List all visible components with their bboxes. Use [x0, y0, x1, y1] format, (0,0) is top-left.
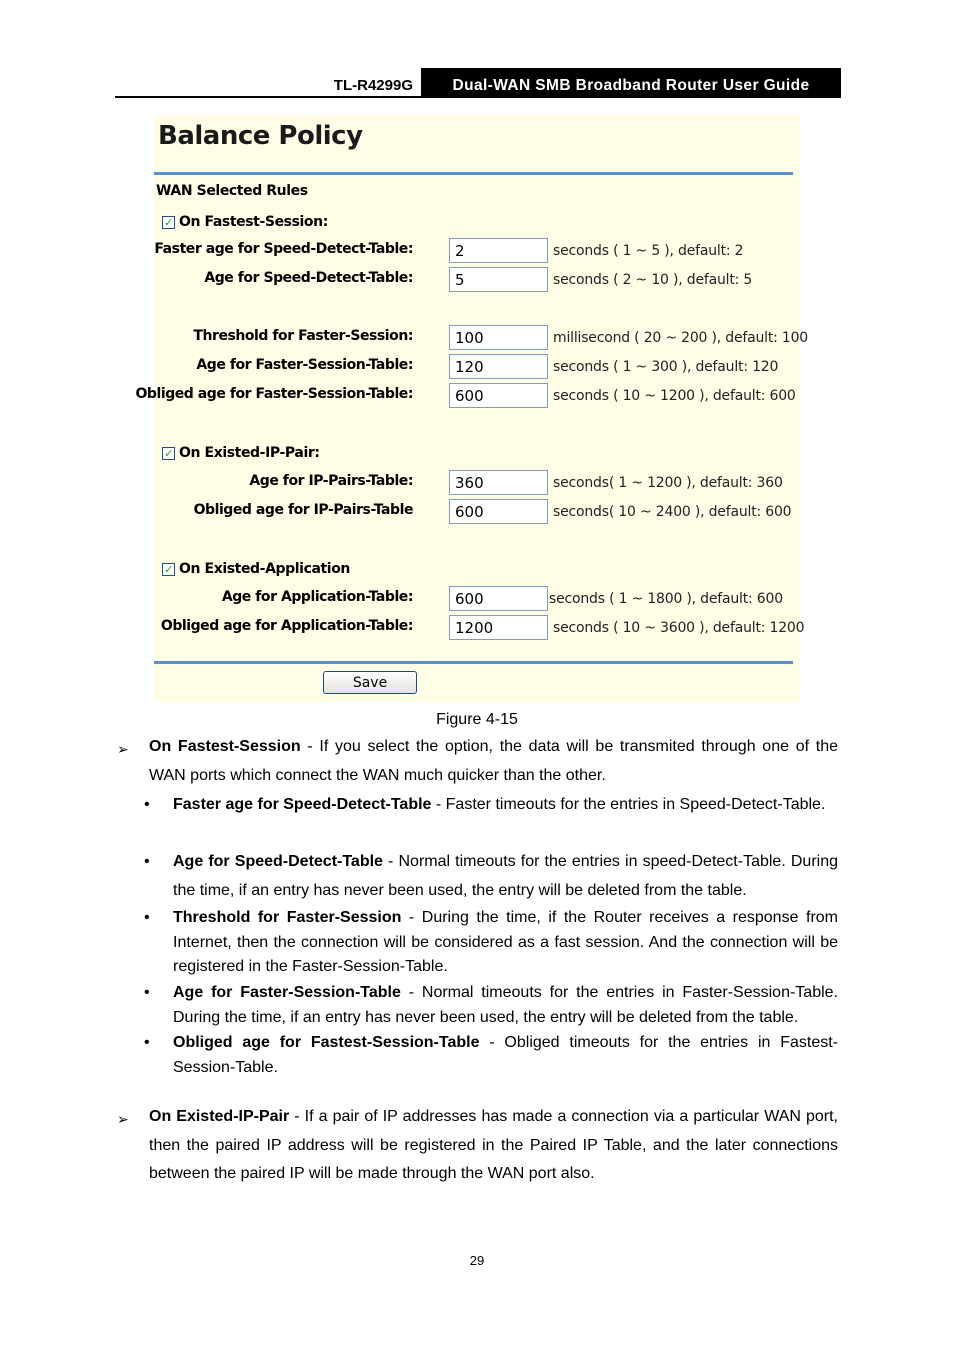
checkbox-check-icon[interactable]: ✓: [162, 216, 175, 229]
term: Faster age for Speed-Detect-Table: [173, 796, 432, 813]
obliged-age-application-input[interactable]: 1200: [449, 615, 548, 640]
description: - If a pair of IP addresses has made a connection via a particular WAN port, then the paired IP address will be registered in the Paired IP Table, and the later connections between the paired IP will be made through the WAN port also.: [149, 1108, 839, 1182]
checkbox-check-icon[interactable]: ✓: [162, 563, 175, 576]
item-age-faster-session: [173, 981, 838, 1030]
term: On Existed-IP-Pair: [149, 1108, 290, 1125]
item-faster-age-speed-detect: [173, 791, 838, 820]
obliged-age-faster-session-label: Obliged age for Faster-Session-Table:: [135, 386, 413, 402]
bullet-icon: •: [144, 853, 150, 870]
fastest-session-checkbox[interactable]: [162, 214, 328, 230]
description: - If you select the option, the data will be transmited through one of the WAN ports which connect the WAN much quicker than the other.: [149, 738, 838, 784]
bottom-divider: [154, 661, 793, 664]
checkbox-check-icon[interactable]: ✓: [162, 447, 175, 460]
term: Threshold for Faster-Session: [173, 909, 402, 926]
obliged-age-application-label: Obliged age for Application-Table:: [160, 618, 413, 634]
age-application-label: Age for Application-Table:: [221, 589, 413, 605]
obliged-age-faster-session-input[interactable]: 600: [449, 383, 548, 408]
obliged-age-ip-pairs-hint: seconds( 10 ~ 2400 ), default: 600: [553, 504, 792, 520]
age-speed-detect-hint: seconds ( 2 ~ 10 ), default: 5: [553, 272, 753, 288]
term: On Fastest-Session: [149, 738, 301, 755]
item-obliged-age-fastest-session: [173, 1031, 838, 1080]
threshold-faster-session-input[interactable]: 100: [449, 325, 548, 350]
faster-age-speed-detect-hint: seconds ( 1 ~ 5 ), default: 2: [553, 243, 744, 259]
age-faster-session-label: Age for Faster-Session-Table:: [196, 357, 413, 373]
paragraph-fastest-session: [149, 733, 838, 790]
obliged-age-ip-pairs-label: Obliged age for IP-Pairs-Table: [193, 502, 413, 518]
description: - Obliged timeouts for the entries in Fastest-Session-Table.: [173, 1034, 839, 1076]
existed-application-label: On Existed-Application: [179, 561, 350, 577]
save-button[interactable]: Save: [323, 671, 417, 694]
description: - Faster timeouts for the entries in Speed-Detect-Table.: [431, 796, 826, 813]
arrow-bullet-icon: ➢: [117, 1111, 129, 1127]
panel-title: Balance Policy: [158, 121, 363, 151]
balance-policy-panel: [135, 115, 809, 702]
age-speed-detect-label: Age for Speed-Detect-Table:: [204, 270, 413, 286]
figure-caption: Figure 4-15: [436, 711, 518, 728]
bullet-icon: •: [144, 984, 150, 1001]
bullet-icon: •: [144, 1034, 150, 1051]
threshold-faster-session-hint: millisecond ( 20 ~ 200 ), default: 100: [553, 330, 809, 346]
description: - Normal timeouts for the entries in speed-Detect-Table. During the time, if an entry has never been used, the entry will be deleted from the table.: [173, 853, 839, 899]
fastest-session-label: On Fastest-Session:: [179, 214, 328, 230]
age-faster-session-input[interactable]: 120: [449, 354, 548, 379]
header-model: TL-R4299G: [333, 77, 413, 94]
description: - During the time, if the Router receives a response from Internet, then the connection will be considered as a fast session. And the connection will be registered in the Faster-Session-Table.: [173, 909, 838, 975]
existed-ip-pair-checkbox[interactable]: [162, 445, 320, 461]
item-age-speed-detect: [173, 848, 838, 905]
description: - Normal timeouts for the entries in Faster-Session-Table. During the time, if an entry has never been used, the entry will be deleted from the table.: [173, 984, 838, 1026]
header-rule: [115, 96, 841, 98]
age-faster-session-hint: seconds ( 1 ~ 300 ), default: 120: [553, 359, 779, 375]
page-number: 29: [469, 1253, 485, 1268]
arrow-bullet-icon: ➢: [117, 741, 129, 757]
obliged-age-faster-session-hint: seconds ( 10 ~ 1200 ), default: 600: [553, 388, 796, 404]
header-guide-title: Dual-WAN SMB Broadband Router User Guide: [421, 68, 841, 97]
section-title: WAN Selected Rules: [156, 183, 308, 199]
age-ip-pairs-hint: seconds( 1 ~ 1200 ), default: 360: [553, 475, 783, 491]
faster-age-speed-detect-label: Faster age for Speed-Detect-Table:: [154, 241, 413, 257]
obliged-age-application-hint: seconds ( 10 ~ 3600 ), default: 1200: [553, 620, 805, 636]
threshold-faster-session-label: Threshold for Faster-Session:: [193, 328, 413, 344]
age-ip-pairs-label: Age for IP-Pairs-Table:: [249, 473, 413, 489]
paragraph-existed-ip-pair: [149, 1103, 838, 1189]
term: Age for Faster-Session-Table: [173, 984, 401, 1001]
term: Obliged age for Fastest-Session-Table: [173, 1034, 480, 1051]
age-ip-pairs-input[interactable]: 360: [449, 470, 548, 495]
bullet-icon: •: [144, 909, 150, 926]
obliged-age-ip-pairs-input[interactable]: 600: [449, 499, 548, 524]
age-application-hint: seconds ( 1 ~ 1800 ), default: 600: [549, 591, 783, 607]
faster-age-speed-detect-input[interactable]: 2: [449, 238, 548, 263]
existed-application-checkbox[interactable]: [162, 561, 350, 577]
top-divider: [154, 172, 793, 175]
age-application-input[interactable]: 600: [449, 586, 548, 611]
item-threshold-faster-session: [173, 906, 838, 980]
existed-ip-pair-label: On Existed-IP-Pair:: [179, 445, 320, 461]
age-speed-detect-input[interactable]: 5: [449, 267, 548, 292]
term: Age for Speed-Detect-Table: [173, 853, 383, 870]
bullet-icon: •: [144, 796, 150, 813]
